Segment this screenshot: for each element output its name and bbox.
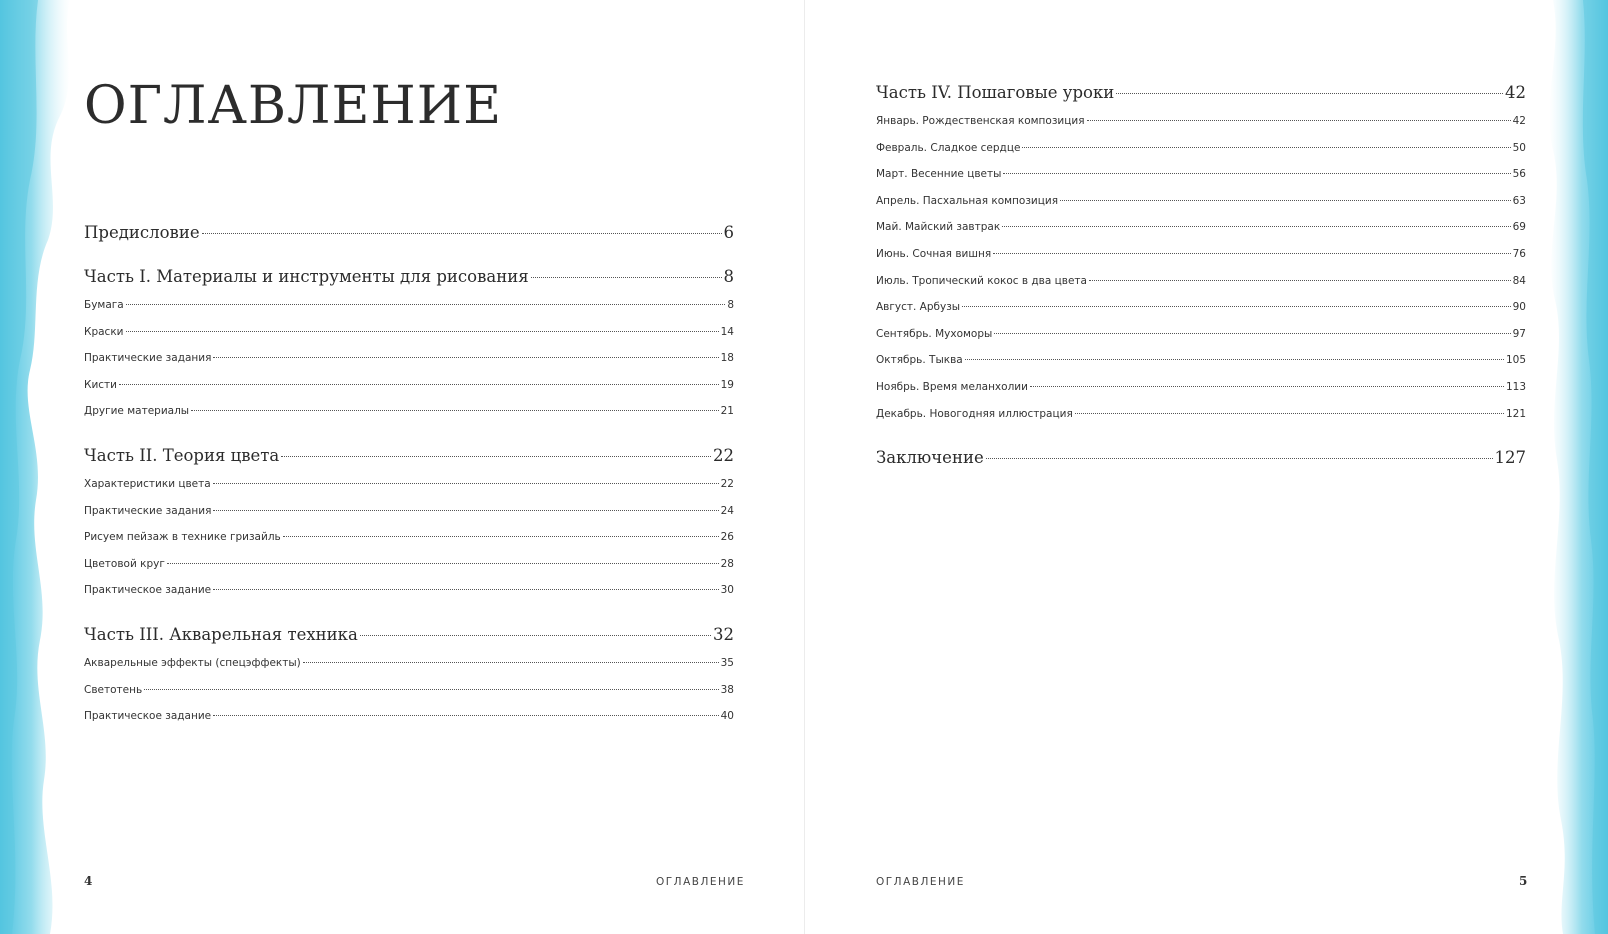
toc-page-number: 97 xyxy=(1512,327,1526,340)
toc-section-title: Предисловие xyxy=(84,223,200,242)
watercolor-wash-left xyxy=(0,0,93,934)
toc-page-number: 6 xyxy=(723,223,734,242)
toc-item-label: Июль. Тропический кокос в два цвета xyxy=(876,274,1087,287)
toc-page-number: 28 xyxy=(720,557,734,570)
toc-page-number: 18 xyxy=(720,352,734,365)
toc-page-number: 14 xyxy=(720,325,734,338)
dot-leader xyxy=(962,306,1511,307)
page-title: ОГЛАВЛЕНИЕ xyxy=(84,76,503,136)
toc-item[interactable] xyxy=(84,498,734,525)
toc-page-number: 32 xyxy=(713,624,734,644)
toc-item-label: Практические задания xyxy=(84,352,212,365)
watercolor-wash-right xyxy=(1523,0,1608,934)
toc-page-number: 22 xyxy=(713,445,734,465)
toc-page-number: 50 xyxy=(1512,141,1526,154)
toc-right xyxy=(876,80,1526,471)
dot-leader xyxy=(202,233,722,234)
dot-leader xyxy=(119,384,719,385)
dot-leader xyxy=(213,483,719,484)
dot-leader xyxy=(993,253,1510,254)
running-head-left: ОГЛАВЛЕНИЕ xyxy=(656,876,745,888)
toc-item-label: Другие материалы xyxy=(84,405,190,418)
toc-left xyxy=(84,220,734,730)
toc-page-number: 21 xyxy=(720,405,734,418)
dot-leader xyxy=(144,689,718,690)
toc-item[interactable] xyxy=(876,214,1526,241)
toc-item-label: Июнь. Сочная вишня xyxy=(876,247,992,260)
toc-page-number: 121 xyxy=(1505,407,1526,420)
dot-leader xyxy=(1002,226,1510,227)
toc-page-number: 90 xyxy=(1512,301,1526,314)
toc-item[interactable] xyxy=(876,161,1526,188)
toc-item[interactable] xyxy=(84,398,734,425)
toc-item-label: Май. Майский завтрак xyxy=(876,221,1001,234)
toc-page-number: 69 xyxy=(1512,221,1526,234)
dot-leader xyxy=(994,333,1510,334)
dot-leader xyxy=(213,510,718,511)
toc-item-label: Характеристики цвета xyxy=(84,477,211,490)
toc-item[interactable] xyxy=(876,401,1526,428)
toc-section-heading[interactable] xyxy=(876,80,1526,106)
toc-item[interactable] xyxy=(876,374,1526,401)
toc-page-number: 8 xyxy=(723,267,734,286)
toc-page-number: 8 xyxy=(727,299,734,311)
dot-leader xyxy=(360,635,711,636)
toc-page-number: 35 xyxy=(720,656,734,669)
running-head-right: ОГЛАВЛЕНИЕ xyxy=(876,876,965,888)
toc-section-heading[interactable] xyxy=(84,622,734,648)
toc-item-label: Ноябрь. Время меланхолии xyxy=(876,380,1028,393)
dot-leader xyxy=(191,410,719,411)
toc-page-number: 38 xyxy=(720,683,734,696)
toc-item[interactable] xyxy=(84,524,734,551)
toc-item[interactable] xyxy=(84,677,734,704)
toc-item[interactable] xyxy=(84,703,734,730)
toc-page-number: 26 xyxy=(720,531,734,544)
dot-leader xyxy=(1075,413,1504,414)
toc-item-label: Цветовой круг xyxy=(84,557,165,570)
toc-item-label: Акварельные эффекты (спецэффекты) xyxy=(84,656,301,669)
toc-item-label: Август. Арбузы xyxy=(876,301,961,314)
toc-item[interactable] xyxy=(84,319,734,346)
toc-section-title: Заключение xyxy=(876,448,984,468)
toc-page-number: 127 xyxy=(1494,448,1526,468)
toc-item-label: Рисуем пейзаж в технике гризайль xyxy=(84,531,281,544)
toc-page-number: 113 xyxy=(1505,380,1526,393)
dot-leader xyxy=(1089,280,1511,281)
toc-item-label: Кисти xyxy=(84,378,117,391)
toc-section-title: Часть IV. Пошаговые уроки xyxy=(876,83,1115,102)
toc-page-number: 19 xyxy=(720,378,734,391)
toc-item[interactable] xyxy=(84,292,734,319)
toc-item-label: Февраль. Сладкое сердце xyxy=(876,141,1021,154)
toc-page-number: 76 xyxy=(1512,247,1526,260)
toc-item[interactable] xyxy=(876,268,1526,295)
toc-section-title: Часть II. Теория цвета xyxy=(84,445,280,465)
toc-section-title: Часть I. Материалы и инструменты для рисования xyxy=(84,267,529,286)
toc-item[interactable] xyxy=(876,135,1526,162)
dot-leader xyxy=(531,277,722,278)
toc-section-heading[interactable] xyxy=(84,264,734,290)
toc-item[interactable] xyxy=(876,188,1526,215)
toc-page-number: 22 xyxy=(720,477,734,490)
toc-item-label: Практическое задание xyxy=(84,584,212,597)
page-number-right: 5 xyxy=(1519,874,1528,888)
toc-item-label: Бумага xyxy=(84,299,124,311)
dot-leader xyxy=(1116,93,1503,94)
toc-item[interactable] xyxy=(84,577,734,604)
toc-item[interactable] xyxy=(84,345,734,372)
toc-item[interactable] xyxy=(876,294,1526,321)
toc-page-number: 42 xyxy=(1505,83,1526,102)
dot-leader xyxy=(213,715,718,716)
toc-page-number: 105 xyxy=(1505,354,1526,367)
toc-item[interactable] xyxy=(876,321,1526,348)
dot-leader xyxy=(281,456,711,457)
toc-page-number: 56 xyxy=(1512,168,1526,181)
dot-leader xyxy=(213,357,718,358)
toc-item[interactable] xyxy=(84,471,734,498)
toc-item-label: Сентябрь. Мухоморы xyxy=(876,327,993,340)
toc-page-number: 30 xyxy=(720,584,734,597)
toc-section-heading[interactable] xyxy=(84,443,734,469)
toc-item[interactable] xyxy=(84,372,734,399)
dot-leader xyxy=(283,536,719,537)
toc-page-number: 40 xyxy=(720,710,734,723)
toc-section-heading[interactable] xyxy=(84,220,734,246)
dot-leader xyxy=(213,589,718,590)
toc-section-title: Часть III. Акварельная техника xyxy=(84,624,358,644)
toc-page-number: 24 xyxy=(720,504,734,517)
toc-item-label: Октябрь. Тыква xyxy=(876,354,963,367)
toc-item[interactable] xyxy=(84,551,734,578)
toc-item[interactable] xyxy=(876,241,1526,268)
dot-leader xyxy=(126,331,719,332)
toc-item-label: Краски xyxy=(84,325,124,338)
dot-leader xyxy=(167,563,719,564)
dot-leader xyxy=(986,458,1493,459)
toc-item[interactable] xyxy=(84,650,734,677)
dot-leader xyxy=(126,304,726,305)
dot-leader xyxy=(303,662,719,663)
toc-item[interactable] xyxy=(876,347,1526,374)
page-number-left: 4 xyxy=(84,874,93,888)
toc-item-label: Практическое задание xyxy=(84,710,212,723)
dot-leader xyxy=(1030,386,1504,387)
dot-leader xyxy=(1087,120,1511,121)
toc-section-heading[interactable] xyxy=(876,445,1526,471)
toc-page-number: 42 xyxy=(1512,115,1526,127)
dot-leader xyxy=(1003,173,1510,174)
toc-item-label: Январь. Рождественская композиция xyxy=(876,115,1085,127)
toc-page-number: 63 xyxy=(1512,194,1526,207)
right-page xyxy=(805,0,1608,934)
dot-leader xyxy=(1022,147,1510,148)
toc-item-label: Практические задания xyxy=(84,504,212,517)
toc-item-label: Март. Весенние цветы xyxy=(876,168,1002,181)
toc-item-label: Апрель. Пасхальная композиция xyxy=(876,194,1059,207)
toc-page-number: 84 xyxy=(1512,274,1526,287)
toc-item-label: Декабрь. Новогодняя иллюстрация xyxy=(876,407,1073,420)
toc-item-label: Светотень xyxy=(84,683,143,696)
toc-item[interactable] xyxy=(876,108,1526,135)
dot-leader xyxy=(1060,200,1511,201)
dot-leader xyxy=(965,359,1504,360)
